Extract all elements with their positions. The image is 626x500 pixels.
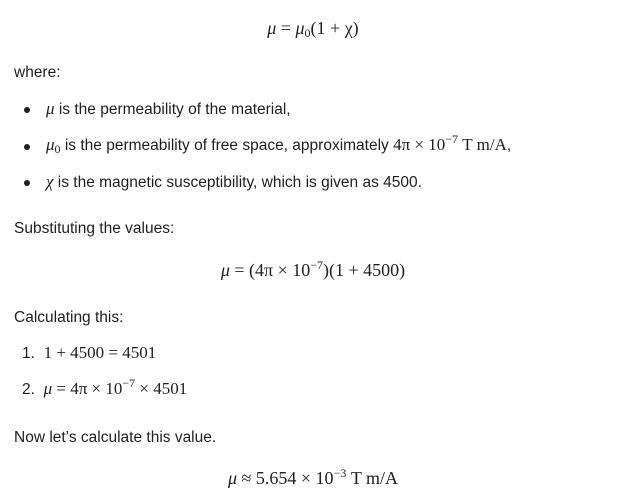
- list-item: 1. 1 + 4500 = 4501: [22, 343, 157, 362]
- bullet-dot: [24, 107, 30, 113]
- bullet-dot: [24, 180, 30, 186]
- equation-substituted: $\mu = (4\pi \times 10^{-7})(1 + 4500)$: [220, 258, 406, 280]
- list-item: 2. $\mu = 4\pi \times 10^{-7} \times 4501$: [22, 376, 188, 398]
- now-label: Now let’s calculate this value.: [14, 429, 217, 446]
- equation-permeability: $\mu = \mu_0(1 + \chi)$: [267, 18, 359, 40]
- equation-result: $\mu \approx 5.654 \times 10^{-3}$ T m/A: [227, 466, 399, 488]
- bullet-dot: [24, 144, 30, 150]
- list-item: μ is the permeability of the material,: [46, 99, 291, 118]
- calculating-label: Calculating this:: [14, 309, 124, 326]
- where-label: where:: [14, 64, 61, 81]
- substituting-label: Substituting the values:: [14, 220, 175, 237]
- list-item: χ is the magnetic susceptibility, which is given as 4500.: [46, 172, 422, 191]
- list-item: $\mu_0$ is the permeability of free space, approximately $4\pi \times 10^{-7}$ T m/A,: [46, 132, 512, 156]
